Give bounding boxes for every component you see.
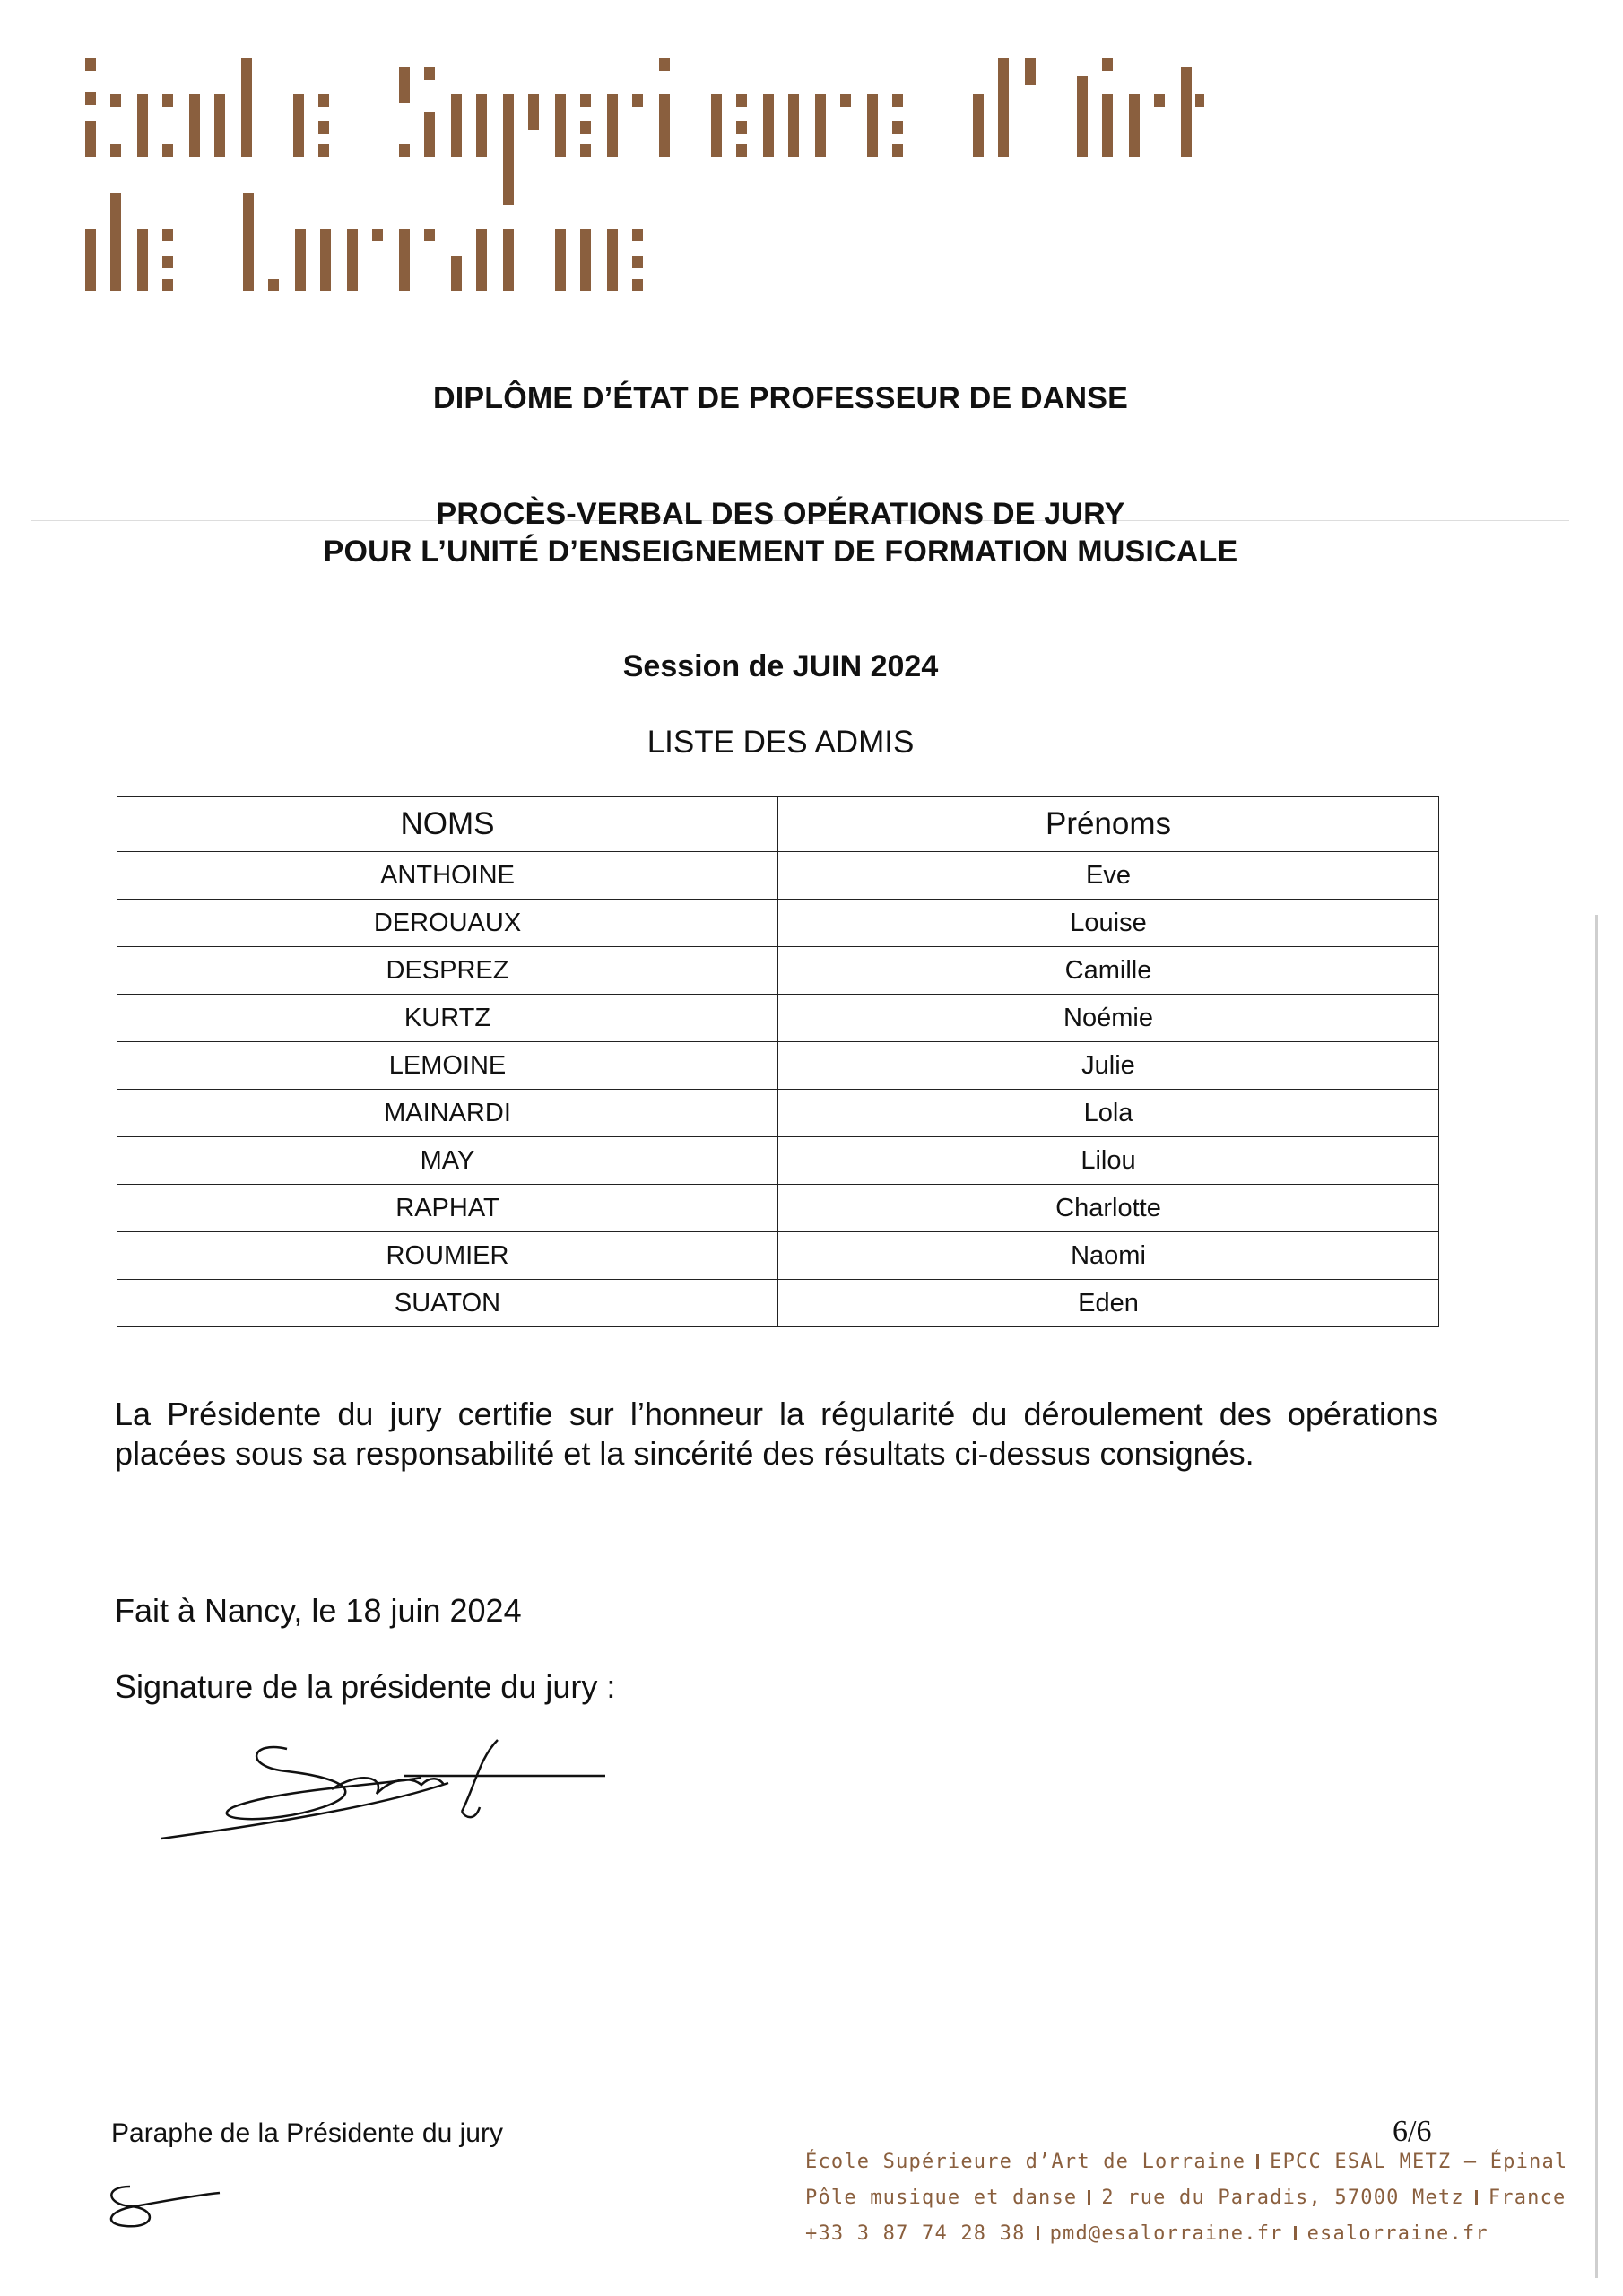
table-row <box>117 1090 1439 1137</box>
table-row <box>117 1137 1439 1185</box>
paraphe-image <box>94 2170 229 2242</box>
logo-mark <box>162 144 173 157</box>
cell-nom: MAINARDI <box>117 1090 778 1137</box>
cell-prenom: Lola <box>778 1090 1439 1137</box>
logo-mark <box>607 229 618 291</box>
signature-image <box>152 1722 619 1857</box>
cell-prenom: Julie <box>778 1042 1439 1090</box>
logo-mark <box>580 229 591 291</box>
logo-mark <box>243 193 254 291</box>
logo-mark <box>110 144 121 157</box>
logo-mark <box>998 58 1009 157</box>
logo-mark <box>659 94 670 157</box>
table-row <box>117 1185 1439 1232</box>
pv-title-line2: POUR L’UNITÉ D’ENSEIGNEMENT DE FORMATION MUSICALE <box>323 535 1238 569</box>
logo-mark <box>892 121 903 134</box>
logo-mark <box>555 229 566 291</box>
logo-mark <box>736 121 747 134</box>
logo-mark <box>503 193 514 205</box>
cell-prenom: Camille <box>778 947 1439 995</box>
separator-bar <box>1475 2190 1478 2205</box>
logo-mark <box>763 94 774 157</box>
logo-mark <box>85 58 96 71</box>
logo-mark <box>318 144 329 157</box>
cell-prenom: Eden <box>778 1280 1439 1327</box>
footer-text: EPCC ESAL METZ – Épinal <box>1270 2151 1568 2173</box>
logo-mark <box>318 94 329 107</box>
logo-mark <box>1102 58 1113 71</box>
logo-mark <box>214 94 225 157</box>
logo-mark <box>137 94 148 157</box>
cell-prenom: Charlotte <box>778 1185 1439 1232</box>
footer-text: Pôle musique et danse <box>805 2187 1078 2209</box>
logo-mark <box>424 67 435 80</box>
logo-mark <box>1195 94 1204 107</box>
logo-mark <box>1077 76 1088 157</box>
cell-nom: DESPREZ <box>117 947 778 995</box>
logo-mark <box>1129 94 1140 157</box>
table-header-row <box>117 797 1439 852</box>
logo-mark <box>424 112 435 157</box>
logo-mark <box>162 256 173 268</box>
page-number: 6/6 <box>1393 2115 1432 2148</box>
pv-title-line1: PROCÈS-VERBAL DES OPÉRATIONS DE JURY <box>436 497 1125 531</box>
place-date: Fait à Nancy, le 18 juin 2024 <box>115 1592 522 1629</box>
diploma-title: DIPLÔME D’ÉTAT DE PROFESSEUR DE DANSE <box>433 381 1128 415</box>
logo-mark <box>476 229 487 291</box>
logo-mark <box>632 256 643 268</box>
separator-bar <box>1256 2154 1259 2169</box>
cell-nom: KURTZ <box>117 995 778 1042</box>
logo-mark <box>892 144 903 157</box>
logo-mark <box>372 229 383 241</box>
footer-text: esalorraine.fr <box>1306 2222 1488 2245</box>
logo-mark <box>241 58 252 157</box>
logo-mark <box>85 121 96 157</box>
cell-nom: ANTHOINE <box>117 852 778 900</box>
logo-mark <box>399 229 410 291</box>
logo-mark <box>1102 94 1113 157</box>
logo-mark <box>788 94 799 157</box>
logo-mark <box>736 94 747 107</box>
logo-mark <box>528 94 539 130</box>
logo-mark <box>892 94 903 107</box>
logo-mark <box>973 94 984 157</box>
logo-mark <box>580 144 591 157</box>
logo-mark <box>555 94 566 157</box>
table-row <box>117 1280 1439 1327</box>
logo-mark <box>293 94 304 157</box>
footer-text: +33 3 87 74 28 38 <box>805 2222 1026 2245</box>
logo-mark <box>476 94 487 157</box>
logo-mark <box>503 229 514 291</box>
cell-prenom: Louise <box>778 900 1439 947</box>
logo-mark <box>85 92 96 105</box>
logo-mark <box>451 256 462 291</box>
logo-mark <box>632 229 643 241</box>
table-row <box>117 995 1439 1042</box>
logo-mark <box>580 121 591 134</box>
cell-nom: LEMOINE <box>117 1042 778 1090</box>
logo-mark <box>320 229 331 291</box>
school-logo <box>85 45 1520 332</box>
logo-mark <box>659 58 670 71</box>
logo-mark <box>632 279 643 291</box>
logo-mark <box>840 94 851 107</box>
cell-nom: RAPHAT <box>117 1185 778 1232</box>
cell-nom: ROUMIER <box>117 1232 778 1280</box>
logo-mark <box>268 279 279 291</box>
cell-nom: MAY <box>117 1137 778 1185</box>
footer-line3 <box>805 2222 1488 2245</box>
cell-nom: SUATON <box>117 1280 778 1327</box>
footer-text: France <box>1488 2187 1567 2209</box>
logo-mark <box>399 67 410 103</box>
logo-mark <box>815 94 826 157</box>
logo-mark <box>503 94 514 193</box>
cell-prenom: Eve <box>778 852 1439 900</box>
logo-mark <box>189 94 200 157</box>
separator-bar <box>1037 2226 1039 2240</box>
cell-prenom: Noémie <box>778 995 1439 1042</box>
logo-mark <box>736 144 747 157</box>
scan-edge-line <box>1595 915 1598 2278</box>
logo-mark <box>607 94 618 157</box>
footer-line2 <box>805 2187 1567 2209</box>
footer-line1 <box>805 2151 1567 2173</box>
logo-mark <box>318 121 329 134</box>
table-row <box>117 1042 1439 1090</box>
logo-mark <box>347 229 358 291</box>
logo-mark <box>85 229 96 291</box>
logo-mark <box>1154 94 1165 107</box>
logo-mark <box>162 229 173 241</box>
logo-mark <box>711 94 722 157</box>
logo-mark <box>1025 58 1036 85</box>
logo-mark <box>1181 67 1192 157</box>
logo-mark <box>580 94 591 107</box>
logo-mark <box>162 279 173 291</box>
footer-text: 2 rue du Paradis, 57000 Metz <box>1101 2187 1464 2209</box>
logo-mark <box>399 144 410 157</box>
logo-mark <box>451 94 462 157</box>
table-row <box>117 1232 1439 1280</box>
certification-paragraph: La Présidente du jury certifie sur l’honneur la régularité du déroulement des opérations placées sous sa responsabilité et la sincérité des résultats ci-dessus consignés. <box>115 1396 1438 1472</box>
session-label: Session de JUIN 2024 <box>622 649 939 683</box>
logo-mark <box>632 94 643 107</box>
column-header-prenoms: Prénoms <box>778 797 1439 852</box>
table-row <box>117 900 1439 947</box>
paraphe-label: Paraphe de la Présidente du jury <box>111 2118 503 2148</box>
logo-mark <box>162 94 173 107</box>
separator-bar <box>1088 2190 1090 2205</box>
column-header-noms: NOMS <box>117 797 778 852</box>
cell-prenom: Naomi <box>778 1232 1439 1280</box>
logo-mark <box>110 94 121 107</box>
footer-text: École Supérieure d’Art de Lorraine <box>805 2151 1246 2173</box>
list-title: LISTE DES ADMIS <box>647 725 915 760</box>
cell-nom: DEROUAUX <box>117 900 778 947</box>
logo-mark <box>295 229 306 291</box>
logo-mark <box>867 94 878 157</box>
logo-mark <box>110 193 121 291</box>
footer-text: pmd@esalorraine.fr <box>1049 2222 1283 2245</box>
separator-bar <box>1294 2226 1297 2240</box>
cell-prenom: Lilou <box>778 1137 1439 1185</box>
signature-label: Signature de la présidente du jury : <box>115 1668 616 1705</box>
table-row <box>117 852 1439 900</box>
logo-mark <box>137 229 148 291</box>
logo-mark <box>424 229 435 241</box>
table-row <box>117 947 1439 995</box>
admitted-table <box>117 796 1439 1327</box>
